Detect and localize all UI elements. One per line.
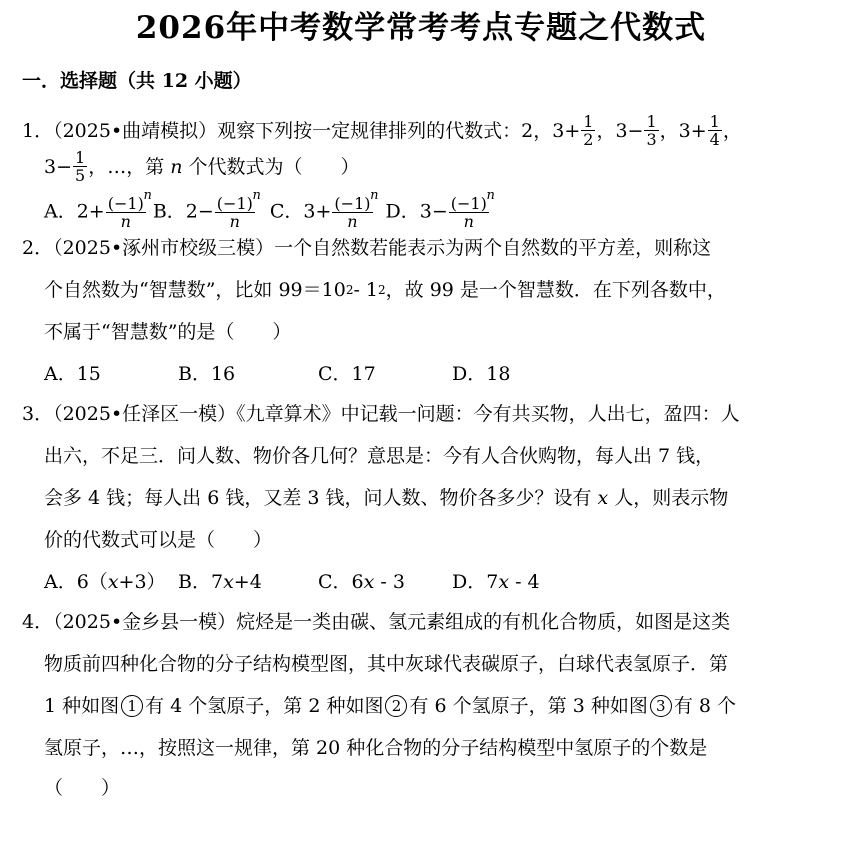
circled-number-2: 2	[385, 695, 407, 717]
frac-base: (−1)	[334, 194, 371, 213]
q1-frac-2-den: 3	[646, 130, 657, 149]
q1-frac-1	[581, 113, 595, 148]
q4-line5: （ ）	[44, 777, 121, 799]
frac-exp: n	[370, 188, 379, 203]
q1-option-d-label: D．3−	[385, 200, 448, 223]
q3-line3	[44, 484, 728, 512]
q3-c-0: C．6	[318, 571, 364, 593]
q1-frac-4	[73, 149, 87, 184]
q3-a-2: +3）	[118, 571, 166, 593]
q1-option-c[interactable]	[269, 188, 379, 231]
frac-base: (−1)	[450, 194, 487, 213]
q3-line2: 出六，不足三．问人数、物价各几何？意思是：今有人合伙购物，每人出 7 钱，	[44, 445, 715, 467]
q1-option-a[interactable]	[44, 188, 152, 231]
q3-var-x: x	[597, 487, 609, 509]
q3-c-var: x	[363, 571, 375, 593]
q1-var-n: n	[170, 155, 183, 178]
q1-frac-3	[708, 113, 722, 148]
q1-line2	[44, 149, 359, 184]
q1-option-d-frac	[449, 188, 495, 231]
q3-b-2: +4	[233, 571, 262, 593]
q3-c-2: - 3	[374, 571, 405, 593]
q2-options	[44, 360, 510, 388]
q3-line4: 价的代数式可以是（ ）	[44, 529, 273, 551]
page-title: 2026年中考数学常考考点专题之代数式	[135, 10, 707, 46]
q1-frac-1-num: 1	[583, 112, 594, 131]
q1-option-c-label: C．3+	[269, 200, 332, 223]
q3-d-0: D．7	[452, 571, 499, 593]
section-heading: 一．选择题（共 12 小题）	[22, 70, 252, 92]
q1-frac-3-den: 4	[709, 130, 720, 149]
frac-den: n	[229, 212, 240, 231]
q1-sep2: ，3+	[659, 119, 707, 142]
q1-frac-2-num: 1	[646, 112, 657, 131]
q2-line3: 不属于“智慧数”的是（ ）	[44, 321, 292, 343]
q1-frac-4-num: 1	[75, 148, 86, 167]
q3-options	[44, 568, 540, 596]
q1-sep1: ，3−	[596, 119, 644, 142]
q4-line1: 4．（2025•金乡县一模）烷烃是一类由碳、氢元素组成的有机化合物质，如图是这类	[22, 611, 731, 633]
q1-option-b[interactable]	[152, 188, 261, 231]
q1-line1	[22, 113, 742, 148]
q2-line2: 个自然数为“智慧数”，比如 99＝10 2 - 1 2 ，故 99 是一个智慧数．在下列各数中，	[44, 276, 726, 304]
q1-sep3: ，	[722, 119, 742, 142]
q1-option-a-label: A．2+	[44, 200, 105, 223]
q1-option-c-frac	[332, 188, 379, 231]
q1-option-b-frac	[215, 188, 261, 231]
frac-base: (−1)	[216, 194, 253, 213]
q2-option-b[interactable]: B．16	[178, 363, 236, 385]
q4-l3a: 1 种如图	[44, 695, 120, 717]
q1-frac-3-num: 1	[709, 112, 720, 131]
q2-l2c: ，故 99 是一个智慧数．在下列各数中，	[385, 279, 726, 301]
q3-l3a: 会多 4 钱；每人出 6 钱，又差 3 钱，问人数、物价各多少？设有	[44, 487, 592, 509]
q1-options	[44, 188, 495, 231]
q2-l2b: - 1	[353, 279, 379, 301]
q4-l3b: 有 4 个氢原子，第 2 种如图	[145, 695, 384, 717]
q2-option-a[interactable]: A．15	[44, 363, 101, 385]
q1-l2b: ，…，第	[88, 155, 165, 178]
q3-b-var: x	[223, 571, 234, 593]
q2-l2a: 个自然数为“智慧数”，比如 99＝10	[44, 279, 346, 301]
frac-exp: n	[486, 188, 495, 203]
q3-d-2: - 4	[509, 571, 540, 593]
q1-frac-2	[644, 113, 658, 148]
q1-l2a: 3−	[44, 155, 73, 178]
q4-line2: 物质前四种化合物的分子结构模型图，其中灰球代表碳原子，白球代表氢原子．第	[44, 653, 729, 675]
q3-d-var: x	[498, 571, 510, 593]
q3-a-var: x	[107, 571, 119, 593]
frac-den: n	[120, 212, 131, 231]
q1-option-d[interactable]	[385, 188, 495, 231]
q2-option-c[interactable]: C．17	[318, 363, 376, 385]
q3-option-a[interactable]	[44, 568, 178, 596]
q4-line4: 氢原子，…，按照这一规律，第 20 种化合物的分子结构模型中氢原子的个数是	[44, 737, 708, 759]
q4-l3c: 有 6 个氢原子，第 3 种如图	[409, 695, 648, 717]
q1-option-a-frac	[106, 188, 152, 231]
frac-den: n	[463, 212, 474, 231]
frac-den: n	[347, 212, 358, 231]
circled-number-1: 1	[121, 695, 143, 717]
q3-option-b[interactable]	[178, 568, 318, 596]
frac-exp: n	[252, 188, 261, 203]
q1-l2c: 个代数式为（ ）	[188, 155, 360, 178]
q1-option-b-label: B．2−	[152, 200, 214, 223]
q1-frac-4-den: 5	[75, 166, 86, 185]
q3-option-d[interactable]	[452, 568, 540, 596]
frac-exp: n	[143, 188, 152, 203]
q1-frac-1-den: 2	[583, 130, 594, 149]
q4-l3d: 有 8 个	[673, 695, 736, 717]
q4-line3	[44, 692, 736, 720]
q3-option-c[interactable]	[318, 568, 452, 596]
q3-b-0: B．7	[178, 571, 224, 593]
circled-number-3: 3	[650, 695, 672, 717]
q3-line1: 3．（2025•任泽区一模）《九章算术》中记载一问题：今有共买物，人出七，盈四：人	[22, 403, 740, 425]
q3-l3b: 人，则表示物	[614, 487, 729, 509]
q3-a-0: A．6（	[44, 571, 108, 593]
q2-option-d[interactable]: D．18	[452, 363, 511, 385]
frac-base: (−1)	[107, 194, 144, 213]
q1-prefix: 1．（2025•曲靖模拟）观察下列按一定规律排列的代数式：2，3+	[22, 119, 581, 142]
q2-line1: 2．（2025•涿州市校级三模）一个自然数若能表示为两个自然数的平方差，则称这	[22, 237, 712, 259]
